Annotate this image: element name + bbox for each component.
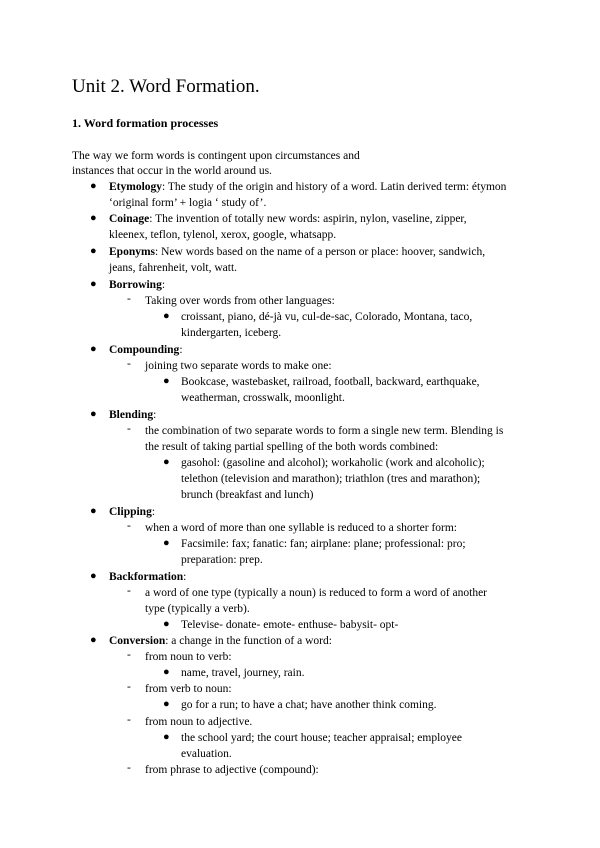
eponyms-line-2: jeans, fahrenheit, volt, watt. (109, 262, 238, 274)
bullet-icon: ● (90, 634, 97, 646)
eponyms-definition: : New words based on the name of a person or place: hoover, sandwich, (155, 246, 486, 258)
bullet-icon: ● (90, 212, 97, 224)
backformation-term: Backformation (109, 571, 184, 583)
bullet-icon: ● (163, 375, 170, 387)
section-heading: 1. Word formation processes (72, 116, 219, 130)
bullet-icon: ● (90, 408, 97, 420)
bullet-icon: ● (90, 343, 97, 355)
clipping-colon: : (151, 506, 156, 518)
bullet-icon: ● (90, 245, 97, 257)
dash-marker: - (127, 358, 131, 370)
dash-marker: - (127, 585, 131, 597)
bullet-icon: ● (163, 731, 170, 743)
intro-line-2: instances that occur in the world around us. (72, 165, 272, 177)
dash-marker: - (127, 293, 131, 305)
bullet-icon: ● (163, 618, 170, 630)
dash-marker: - (127, 649, 131, 661)
eponyms-term: Eponyms (109, 246, 156, 258)
dash-marker: - (127, 681, 131, 693)
blending-example-2: telethon (television and marathon); triathlon (tres and marathon); (181, 473, 481, 485)
compounding-example-1: Bookcase, wastebasket, railroad, football, backward, earthquake, (181, 376, 480, 388)
conversion-term: Conversion (109, 635, 166, 647)
bullet-icon: ● (163, 666, 170, 678)
borrowing-example-2: kindergarten, iceberg. (181, 327, 282, 339)
bullet-icon: ● (90, 570, 97, 582)
bullet-icon: ● (90, 505, 97, 517)
blending-example-3: brunch (breakfast and lunch) (181, 489, 314, 501)
conversion-noun-to-adjective: from noun to adjective. (145, 716, 253, 728)
blending-example-1: gasohol: (gasoline and alcohol); workaholic (work and alcoholic); (181, 457, 485, 469)
conversion-phrase-to-adjective: from phrase to adjective (compound): (145, 764, 319, 776)
bullet-icon: ● (90, 278, 97, 290)
bullet-icon: ● (90, 180, 97, 192)
conversion-definition: : a change in the function of a word: (165, 635, 332, 647)
etymology-line-2: ‘original form’ + logia ‘ study of’. (109, 197, 267, 209)
conversion-noun-to-verb: from noun to verb: (145, 651, 232, 663)
dash-marker: - (127, 714, 131, 726)
etymology-line-1 (109, 179, 506, 195)
dash-marker: - (127, 762, 131, 774)
backformation-example-1: Televise- donate- emote- enthuse- babysit- opt- (181, 619, 399, 631)
coinage-line-1 (109, 211, 467, 227)
coinage-term: Coinage (109, 213, 150, 225)
borrowing-term: Borrowing (109, 279, 162, 291)
eponyms-line-1 (109, 244, 485, 260)
conversion-verb-to-noun: from verb to noun: (145, 683, 232, 695)
clipping-example-1: Facsimile: fax; fanatic: fan; airplane: plane; professional: pro; (181, 538, 466, 550)
borrowing-definition: Taking over words from other languages: (145, 295, 335, 307)
backformation-definition-1: a word of one type (typically a noun) is reduced to form a word of another (145, 587, 488, 599)
borrowing-heading (109, 277, 165, 293)
bullet-icon: ● (163, 310, 170, 322)
compounding-heading (109, 342, 183, 358)
dash-marker: - (127, 423, 131, 435)
conversion-noun-to-adjective-example-1: the school yard; the court house; teacher appraisal; employee (181, 732, 463, 744)
conversion-noun-to-verb-example: name, travel, journey, rain. (181, 667, 305, 679)
coinage-definition: : The invention of totally new words: aspirin, nylon, vaseline, zipper, (149, 213, 467, 225)
blending-definition-2: the result of taking partial spelling of the both words combined: (145, 441, 439, 453)
clipping-heading (109, 504, 155, 520)
dash-marker: - (127, 520, 131, 532)
blending-term: Blending (109, 409, 154, 421)
borrowing-example-1: croissant, piano, dé-jà vu, cul-de-sac, Colorado, Montana, taco, (181, 311, 473, 323)
backformation-heading (109, 569, 186, 585)
bullet-icon: ● (163, 537, 170, 549)
intro-line-1: The way we form words is contingent upon circumstances and (72, 150, 360, 162)
coinage-line-2: kleenex, teflon, tylenol, xerox, google, whatsapp. (109, 229, 337, 241)
compounding-colon: : (179, 344, 183, 356)
page-title: Unit 2. Word Formation. (72, 76, 260, 97)
etymology-term: Etymology (109, 181, 163, 193)
blending-heading (109, 407, 156, 423)
clipping-term: Clipping (109, 506, 152, 518)
compounding-definition: joining two separate words to make one: (145, 360, 332, 372)
compounding-term: Compounding (109, 344, 180, 356)
bullet-icon: ● (163, 698, 170, 710)
backformation-definition-2: type (typically a verb). (145, 603, 250, 615)
blending-colon: : (153, 409, 157, 421)
clipping-example-2: preparation: prep. (181, 554, 263, 566)
backformation-colon: : (183, 571, 187, 583)
compounding-example-2: weatherman, crosswalk, moonlight. (181, 392, 345, 404)
conversion-verb-to-noun-example: go for a run; to have a chat; have another think coming. (181, 699, 437, 711)
etymology-definition: : The study of the origin and history of a word. Latin derived term: étymon (162, 181, 507, 193)
bullet-icon: ● (163, 456, 170, 468)
conversion-line-1 (109, 633, 332, 649)
conversion-noun-to-adjective-example-2: evaluation. (181, 748, 232, 760)
blending-definition-1: the combination of two separate words to form a single new term. Blending is (145, 425, 504, 437)
clipping-definition: when a word of more than one syllable is reduced to a shorter form: (145, 522, 457, 534)
borrowing-colon: : (161, 279, 166, 291)
